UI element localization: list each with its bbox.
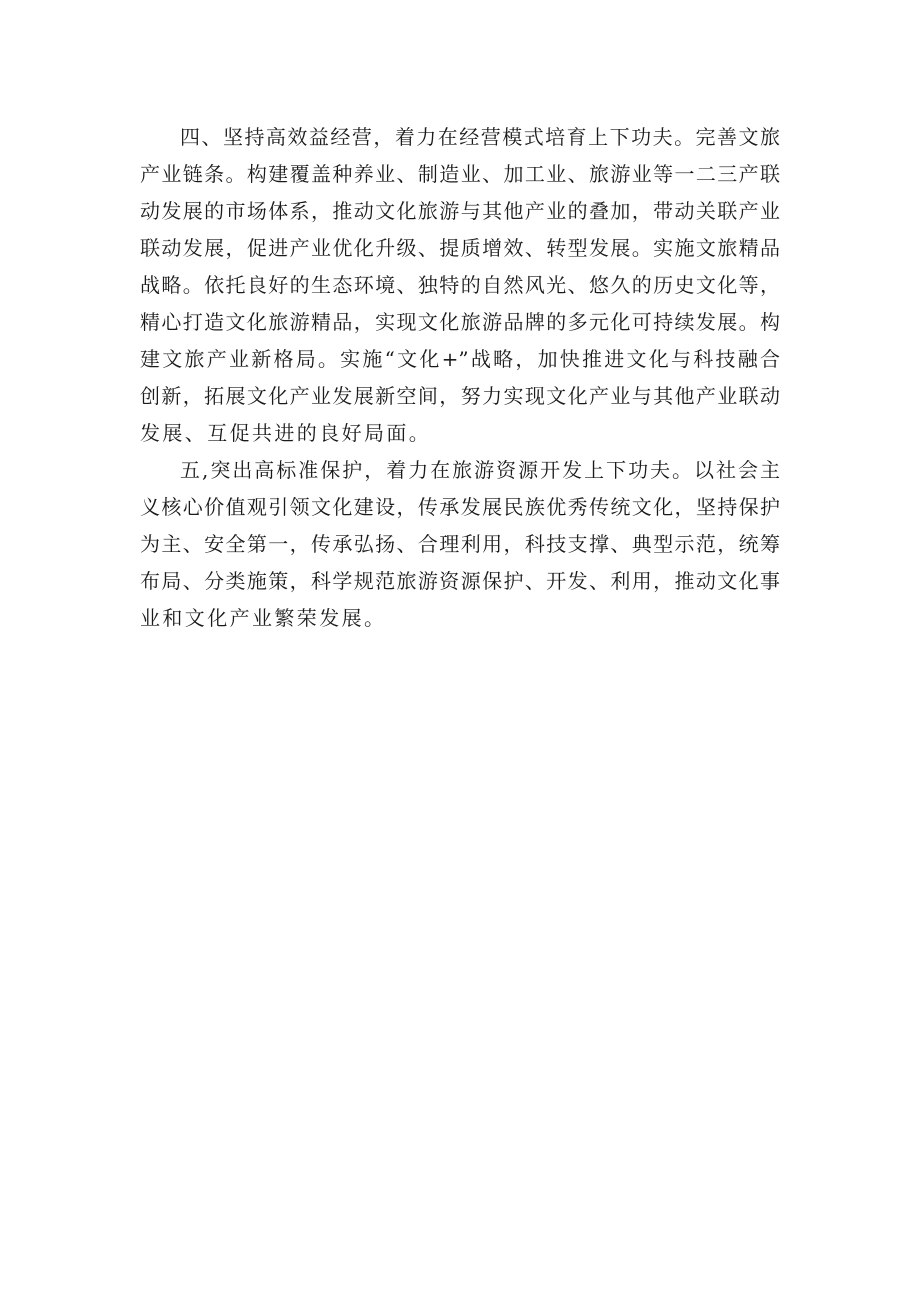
paragraph-line: 五,突出高标准保护，着力在旅游资源开发上下功夫。以社会主 <box>180 458 780 482</box>
paragraph-5 <box>140 452 780 637</box>
paragraph-line: 动发展的市场体系，推动文化旅游与其他产业的叠加，带动关联产业 <box>140 199 780 223</box>
paragraph-line: 业和文化产业繁荣发展。 <box>140 606 387 630</box>
paragraph-line: 精心打造文化旅游精品，实现文化旅游品牌的多元化可持续发展。构 <box>140 310 780 334</box>
document-body <box>140 119 780 637</box>
paragraph-line: 布局、分类施策，科学规范旅游资源保护、开发、利用，推动文化事 <box>140 569 780 593</box>
paragraph-line: 战略。依托良好的生态环境、独特的自然风光、悠久的历史文化等， <box>140 273 780 297</box>
paragraph-line: 创新，拓展文化产业发展新空间，努力实现文化产业与其他产业联动 <box>140 384 780 408</box>
paragraph-line: 发展、互促共进的良好局面。 <box>140 421 432 445</box>
paragraph-line: 为主、安全第一，传承弘扬、合理利用，科技支撑、典型示范，统筹 <box>140 532 780 556</box>
paragraph-line: 产业链条。构建覆盖种养业、制造业、加工业、旅游业等一二三产联 <box>140 162 780 186</box>
paragraph-line: 建文旅产业新格局。实施“文化+”战略，加快推进文化与科技融合 <box>140 347 780 371</box>
paragraph-line: 四、坚持高效益经营，着力在经营模式培育上下功夫。完善文旅 <box>180 125 780 149</box>
paragraph-4 <box>140 119 780 452</box>
paragraph-line: 联动发展，促进产业优化升级、提质增效、转型发展。实施文旅精品 <box>140 236 780 260</box>
paragraph-line: 义核心价值观引领文化建设，传承发展民族优秀传统文化，坚持保护 <box>140 495 780 519</box>
